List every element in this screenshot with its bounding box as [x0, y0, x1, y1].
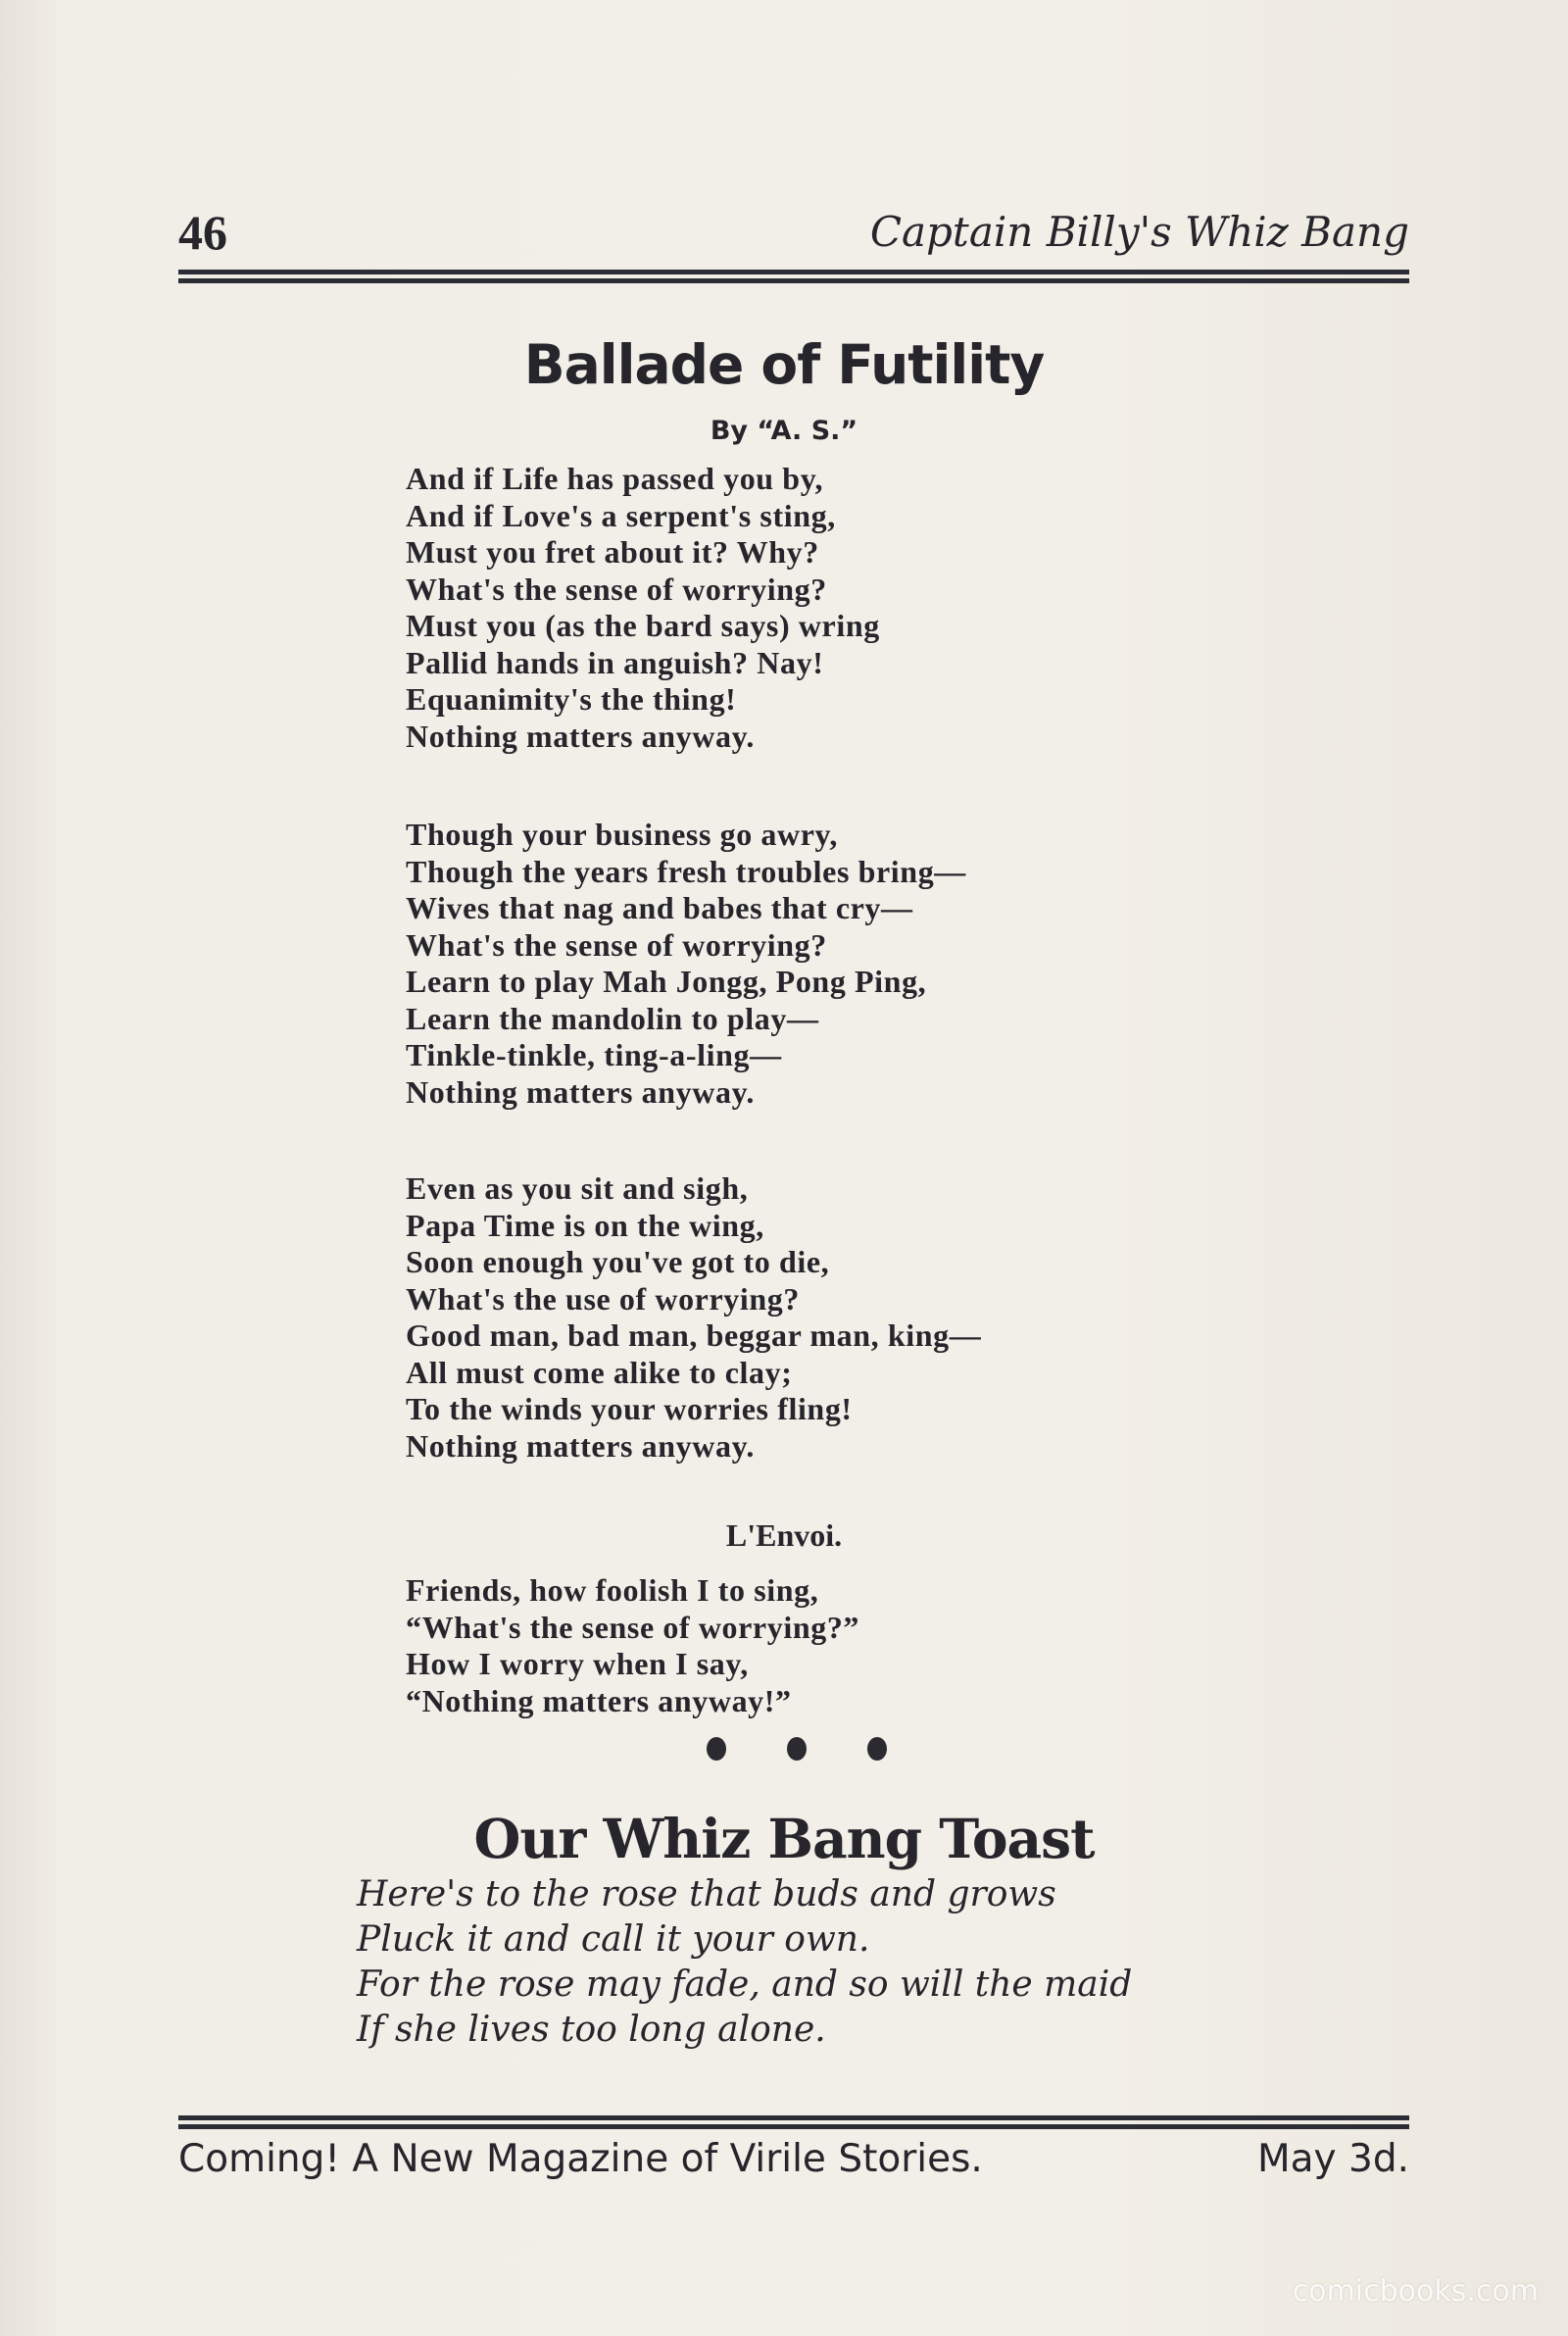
- toast-line: Here's to the rose that buds and grows: [357, 1874, 1056, 1914]
- running-title: Captain Billy's Whiz Bang: [869, 208, 1409, 256]
- bullet-dot-icon: [867, 1737, 887, 1761]
- poem-line: What's the sense of worrying?: [406, 571, 827, 607]
- poem-line: Nothing matters anyway.: [406, 1073, 756, 1110]
- page-header: [178, 204, 1409, 263]
- toast-line: For the rose may fade, and so will the maid: [357, 1964, 1133, 2005]
- bullet-dot-icon: [787, 1737, 807, 1761]
- poem-line: Must you (as the bard says) wring: [406, 608, 880, 643]
- poem-line: How I worry when I say,: [406, 1646, 749, 1681]
- poem-line: “What's the sense of worrying?”: [406, 1609, 860, 1645]
- footer-double-rule: [178, 2115, 1409, 2129]
- toast-title: Our Whiz Bang Toast: [473, 1807, 1095, 1870]
- poem-line: And if Love's a serpent's sting,: [406, 497, 836, 533]
- toast-line: If she lives too long alone.: [357, 2010, 826, 2050]
- poem-line: Good man, bad man, beggar man, king—: [406, 1317, 982, 1353]
- poem-line: Though the years fresh troubles bring—: [406, 853, 966, 889]
- toast-line: Pluck it and call it your own.: [357, 1919, 870, 1960]
- section-divider: [701, 1737, 897, 1766]
- poem-line: Nothing matters anyway.: [406, 1427, 756, 1464]
- poem-line: Learn the mandolin to play—: [406, 1000, 819, 1036]
- toast-verse: [357, 1872, 1132, 2053]
- bullet-dot-icon: [707, 1737, 726, 1761]
- header-double-rule: [178, 270, 1409, 283]
- poem-line: Wives that nag and babes that cry—: [406, 890, 913, 925]
- page-number: 46: [178, 205, 227, 260]
- poem-line: Papa Time is on the wing,: [406, 1207, 764, 1243]
- poem-line: Pallid hands in anguish? Nay!: [406, 644, 824, 680]
- poem-title: Ballade of Futility: [523, 333, 1045, 396]
- poem-line: Equanimity's the thing!: [406, 681, 737, 717]
- poem-line: And if Life has passed you by,: [406, 461, 824, 496]
- poem-line: Soon enough you've got to die,: [406, 1244, 830, 1279]
- poem-line: Though your business go awry,: [406, 817, 838, 852]
- stanza-3: [406, 1170, 981, 1465]
- page-footer: [178, 2137, 1409, 2196]
- footer-date: May 3d.: [1257, 2137, 1409, 2181]
- envoi-heading: L'Envoi.: [725, 1517, 843, 1553]
- poem-line: Must you fret about it? Why?: [406, 534, 819, 570]
- poem-line: Tinkle-tinkle, ting-a-ling—: [406, 1037, 782, 1072]
- watermark: comicbooks.com: [1292, 2274, 1539, 2309]
- poem-byline: By “A. S.”: [710, 416, 858, 446]
- poem-line: What's the use of worrying?: [406, 1280, 800, 1317]
- stanza-2: [406, 817, 966, 1111]
- footer-announcement: Coming! A New Magazine of Virile Stories.: [178, 2137, 983, 2181]
- poem-line: Friends, how foolish I to sing,: [406, 1572, 819, 1608]
- poem-line: What's the sense of worrying?: [406, 926, 827, 963]
- stanza-1: [406, 461, 880, 755]
- poem-line: All must come alike to clay;: [406, 1354, 793, 1390]
- poem-line: Nothing matters anyway.: [406, 718, 756, 754]
- poem-line: “Nothing matters anyway!”: [406, 1682, 792, 1718]
- envoi-stanza: [406, 1572, 859, 1719]
- poem-line: Even as you sit and sigh,: [406, 1170, 749, 1206]
- poem-line: To the winds your worries fling!: [406, 1391, 853, 1426]
- poem-line: Learn to play Mah Jongg, Pong Ping,: [406, 964, 927, 999]
